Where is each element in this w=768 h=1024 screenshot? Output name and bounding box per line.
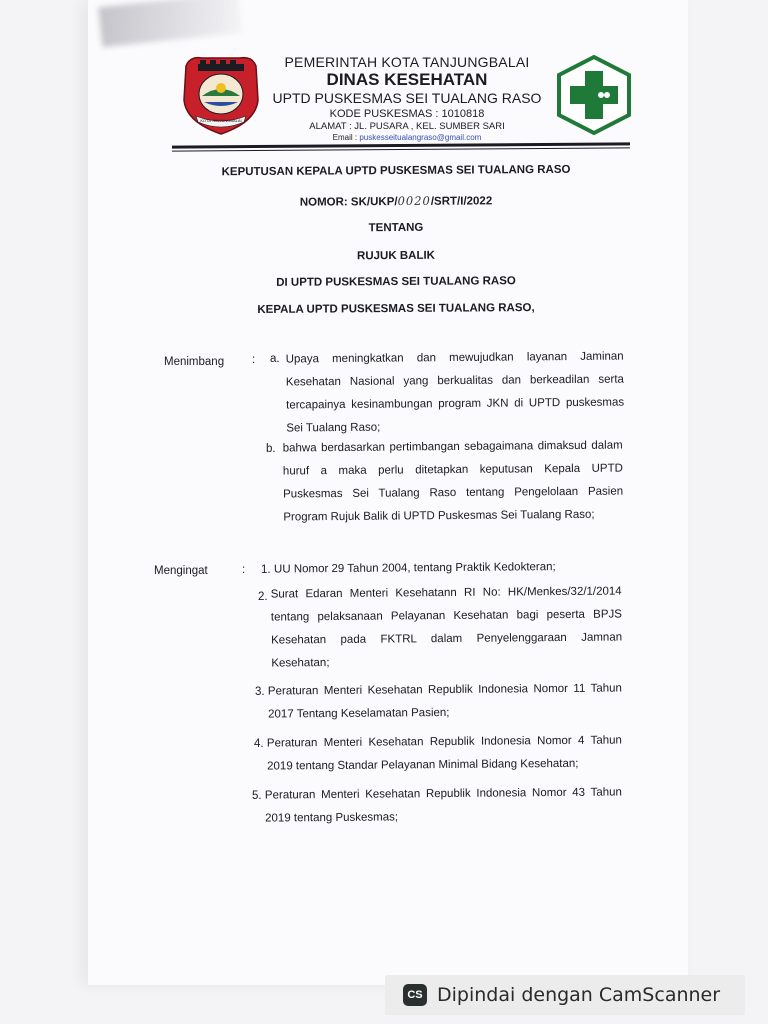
mengingat-item-2: Surat Edaran Menteri Kesehatann RI No: HK/Menkes/32/1/2014 tentang pelaksanaan Pelayanan Kesehatan bagi peserta BPJS Kesehatan pada FKTRL dalam Penyelenggaraan Jamnan Kesehatan; <box>270 585 623 670</box>
menimbang-colon: : <box>252 354 256 366</box>
mengingat-marker-4: 4. <box>254 738 264 750</box>
mengingat-marker-5: 5. <box>252 790 262 802</box>
camscanner-text: Dipindai dengan CamScanner <box>437 984 721 1006</box>
decree-number-suffix: /SRT/I/2022 <box>430 195 493 208</box>
mengingat-colon: : <box>242 564 246 576</box>
subject-line-2: DI UPTD PUSKESMAS SEI TUALANG RASO <box>276 275 516 289</box>
subject-line-1: RUJUK BALIK <box>356 249 436 263</box>
menimbang-label: Menimbang <box>164 356 225 368</box>
tentang-heading: TENTANG <box>368 221 424 235</box>
decree-number-prefix: NOMOR: SK/UKP/ <box>299 195 398 209</box>
government-name: PEMERINTAH KOTA TANJUNGBALAI <box>284 54 530 70</box>
address: ALAMAT : JL. PUSARA , KEL. SUMBER SARI <box>309 121 505 132</box>
camscanner-watermark <box>385 975 745 1015</box>
menimbang-marker-a: a. <box>270 353 280 365</box>
mengingat-label: Mengingat <box>154 565 208 577</box>
mengingat-item-3: Peraturan Menteri Kesehatan Republik Indonesia Nomor 11 Tahun 2017 Tentang Keselamatan Pasien; <box>267 682 622 721</box>
email-label: Email : <box>332 133 358 142</box>
puskesmas-code: KODE PUSKESMAS : 1010818 <box>329 108 485 120</box>
mengingat-marker-1: 1. <box>261 564 271 576</box>
email-address: puskesseitualangraso@gmail.com <box>359 133 482 142</box>
svg-text:KOTA TANJUNGBALAI: KOTA TANJUNGBALAI <box>200 118 242 123</box>
menimbang-marker-b: b. <box>266 443 276 455</box>
letterhead <box>262 54 552 142</box>
mengingat-item-4: Peraturan Menteri Kesehatan Republik Indonesia Nomor 4 Tahun 2019 tentang Standar Pelayanan Minimal Bidang Kesehatan; <box>266 734 622 773</box>
decree-number-handwritten: 0020 <box>397 193 431 208</box>
mengingat-marker-2: 2. <box>258 591 268 603</box>
camscanner-icon: CS <box>403 984 427 1006</box>
health-cross-logo <box>556 55 632 135</box>
unit-name: UPTD PUSKESMAS SEI TUALANG RASO <box>272 90 542 106</box>
mengingat-item-1: UU Nomor 29 Tahun 2004, tentang Praktik Kedokteran; <box>273 561 556 576</box>
office-name: DINAS KESEHATAN <box>326 70 488 89</box>
city-emblem-logo <box>180 52 262 136</box>
menimbang-item-a: Upaya meningkatkan dan mewujudkan layanan Jaminan Kesehatan Nasional yang berkualitas dan berkeadilan serta tercapainya kesinambungan program JKN di UPTD puskesmas Sei Tualang Raso; <box>285 350 625 435</box>
email-line <box>262 133 552 142</box>
menimbang-item-b: bahwa berdasarkan pertimbangan sebagaimana dimaksud dalam huruf a maka perlu ditetapkan keputusan Kepala UPTD Puskesmas Sei Tualang Raso tentang Pengelolaan Pasien Program Rujuk Balik di UPTD Puskesmas Sei Tualang Raso; <box>282 439 624 524</box>
mengingat-marker-3: 3. <box>255 686 265 698</box>
mengingat-item-5: Peraturan Menteri Kesehatan Republik Indonesia Nomor 43 Tahun 2019 tentang Puskesmas; <box>264 786 622 825</box>
issuer-line: KEPALA UPTD PUSKESMAS SEI TUALANG RASO, <box>257 302 535 316</box>
decree-title: KEPUTUSAN KEPALA UPTD PUSKESMAS SEI TUALANG RASO <box>221 163 571 179</box>
